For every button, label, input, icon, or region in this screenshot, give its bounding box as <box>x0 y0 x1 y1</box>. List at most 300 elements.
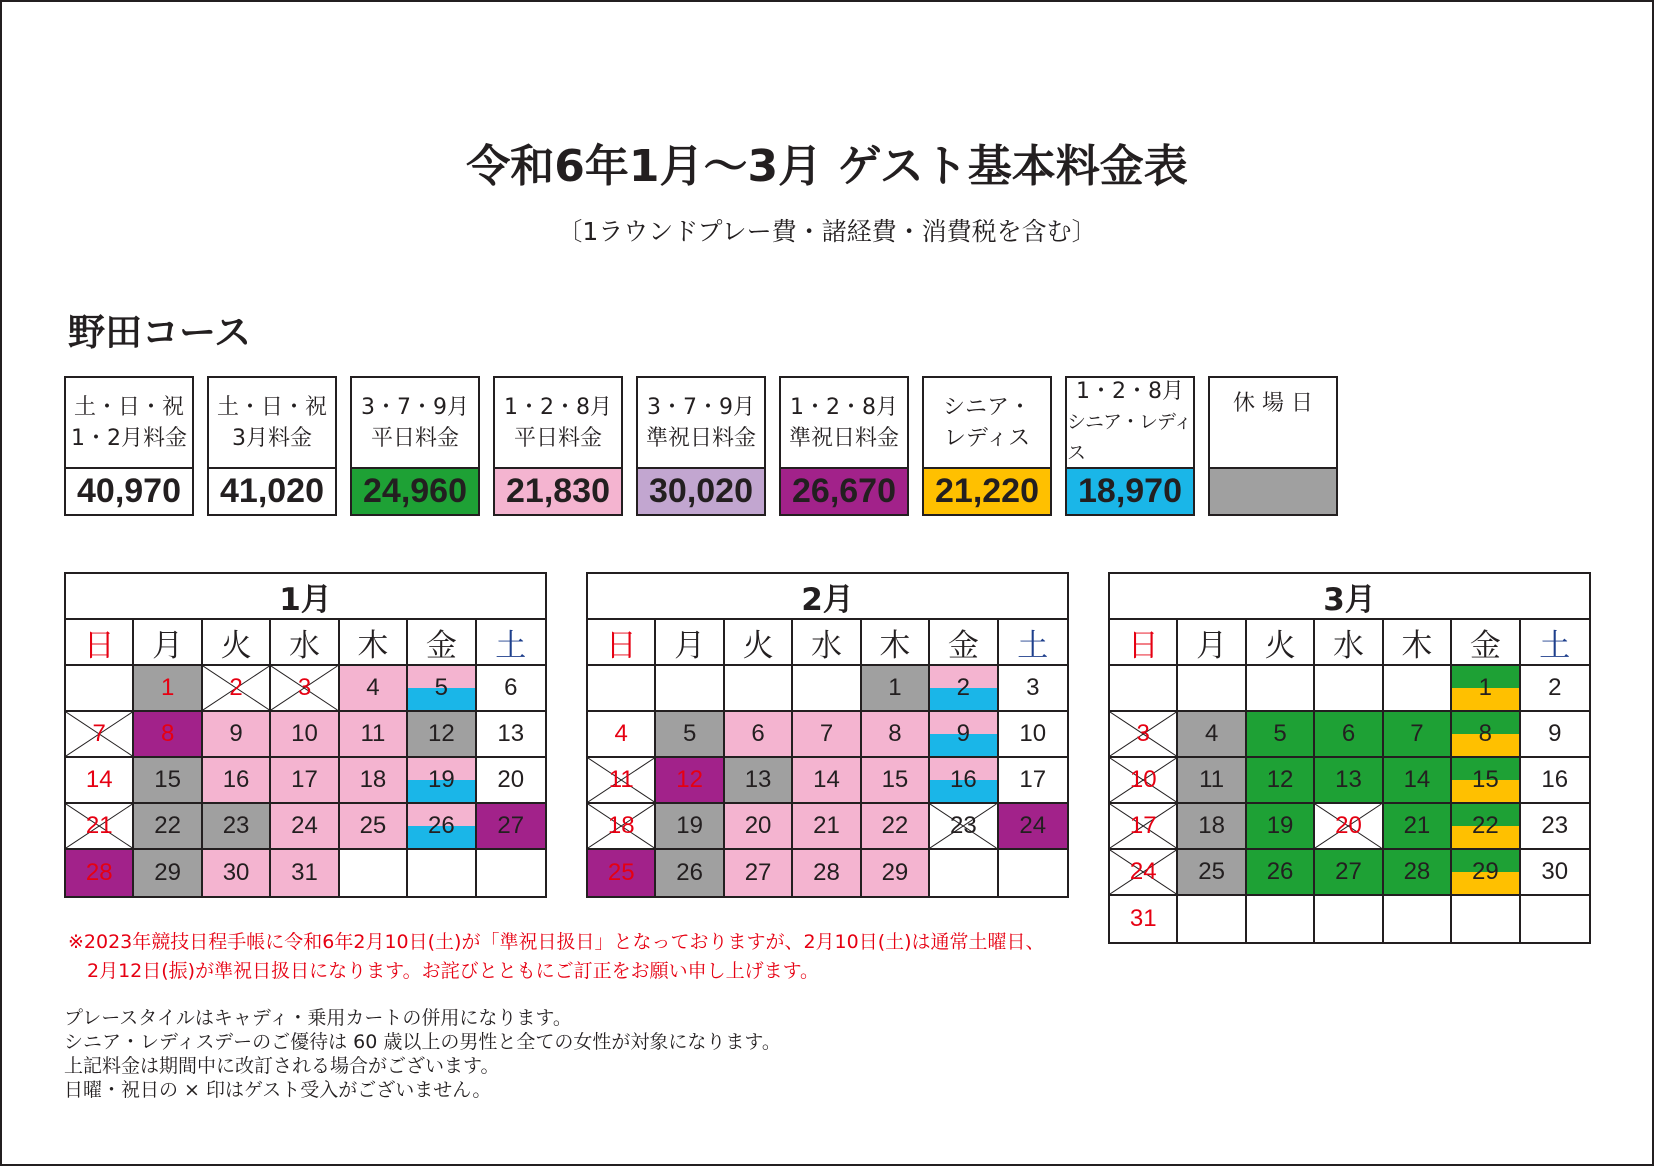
day-number: 11 <box>608 766 634 793</box>
day-number: 16 <box>222 766 250 793</box>
calendar-day <box>862 804 930 850</box>
day-number: 9 <box>229 720 243 747</box>
day-number: 25 <box>359 812 387 839</box>
calendar-day <box>340 804 408 850</box>
day-number: 6 <box>504 674 518 701</box>
day-number: 31 <box>291 859 318 886</box>
calendar-week <box>588 850 1067 896</box>
weekday-label: 火 <box>725 620 793 666</box>
price-value: 24,960 <box>352 469 478 514</box>
calendar-day <box>66 666 134 712</box>
price-label-line: 準祝日料金 <box>645 425 756 451</box>
day-number: 22 <box>881 812 909 839</box>
day-number: 31 <box>1129 905 1157 932</box>
calendar-week <box>66 712 545 758</box>
price-label <box>209 378 335 469</box>
day-number: 16 <box>1541 766 1569 793</box>
calendar-day <box>1178 850 1246 896</box>
calendar-day <box>203 758 271 804</box>
calendar-day <box>1452 758 1520 804</box>
price-label-line: 3・7・9月 <box>361 394 469 420</box>
day-number: 20 <box>744 812 772 839</box>
weekday-label: 水 <box>271 620 339 666</box>
calendar-title: 2月 <box>588 574 1067 620</box>
weekday-label: 日 <box>588 620 656 666</box>
day-number: 26 <box>676 859 703 886</box>
day-number: 27 <box>744 859 772 886</box>
calendar-week <box>1110 712 1589 758</box>
course-name: 野田コース <box>68 311 252 354</box>
calendar-day <box>66 804 134 850</box>
price-label <box>495 378 621 469</box>
day-number: 23 <box>1541 812 1569 839</box>
day-number: 14 <box>1403 766 1431 793</box>
day-number: 12 <box>428 720 455 747</box>
calendar-day <box>477 712 545 758</box>
price-box <box>636 376 766 516</box>
day-number: 18 <box>359 766 387 793</box>
weekday-header <box>1110 620 1589 666</box>
calendar-day <box>271 850 339 896</box>
day-number: 28 <box>85 859 113 886</box>
price-label-line: 土・日・祝 <box>216 394 327 420</box>
day-number: 5 <box>1273 720 1287 747</box>
calendar-day <box>725 666 793 712</box>
calendar-week <box>66 804 545 850</box>
calendar-day <box>271 758 339 804</box>
calendar-day <box>1521 896 1589 942</box>
calendar-day <box>1452 804 1520 850</box>
calendar-day <box>1452 712 1520 758</box>
calendar-day <box>862 850 930 896</box>
calendar-week <box>1110 758 1589 804</box>
calendar-day <box>408 712 476 758</box>
day-number: 19 <box>676 812 703 839</box>
day-number: 21 <box>85 812 113 839</box>
calendar-day <box>1178 804 1246 850</box>
day-number: 13 <box>744 766 772 793</box>
weekday-label: 土 <box>1521 620 1589 666</box>
weekday-label: 水 <box>793 620 861 666</box>
weekday-label: 月 <box>656 620 724 666</box>
calendar-week <box>588 758 1067 804</box>
day-number: 8 <box>1478 720 1493 747</box>
day-number: 4 <box>1204 720 1219 747</box>
calendar-day <box>793 804 861 850</box>
day-number: 27 <box>497 812 525 839</box>
calendar-day <box>408 804 476 850</box>
day-number: 6 <box>1341 720 1356 747</box>
day-number: 17 <box>291 766 318 793</box>
calendar-day <box>793 850 861 896</box>
day-number: 4 <box>366 674 380 701</box>
weekday-label: 月 <box>134 620 202 666</box>
calendar-day <box>271 712 339 758</box>
day-number: 24 <box>1019 812 1047 839</box>
price-box <box>1208 376 1338 516</box>
calendar-day <box>1247 712 1315 758</box>
calendar-day <box>588 758 656 804</box>
day-number: 7 <box>819 720 834 747</box>
day-number: 13 <box>1335 766 1362 793</box>
calendar-day <box>588 712 656 758</box>
day-number: 30 <box>222 859 250 886</box>
price-label <box>66 378 192 469</box>
calendar-day <box>1178 758 1246 804</box>
weekday-label: 金 <box>408 620 476 666</box>
day-number: 10 <box>1019 720 1047 747</box>
weekday-label: 月 <box>1178 620 1246 666</box>
day-number: 17 <box>1129 812 1157 839</box>
weekday-label: 土 <box>477 620 545 666</box>
note-line: 日曜・祝日の × 印はゲスト受入がございません。 <box>64 1079 492 1101</box>
price-box <box>350 376 480 516</box>
day-number: 29 <box>881 859 909 886</box>
calendar-day <box>477 850 545 896</box>
day-number: 1 <box>888 674 902 701</box>
calendar-day <box>1110 804 1178 850</box>
note-line: 上記料金は期間中に改訂される場合がございます。 <box>64 1055 500 1077</box>
price-label-line: 3・7・9月 <box>647 394 755 420</box>
day-number: 14 <box>813 766 840 793</box>
calendar-day <box>1452 666 1520 712</box>
price-value: 40,970 <box>66 469 192 514</box>
calendar-day <box>1521 804 1589 850</box>
price-label <box>924 378 1050 469</box>
day-number: 19 <box>428 766 455 793</box>
calendar-day <box>1384 896 1452 942</box>
day-number: 27 <box>1335 858 1362 885</box>
weekday-label: 金 <box>930 620 998 666</box>
day-number: 2 <box>1548 674 1562 701</box>
calendar-day <box>1178 712 1246 758</box>
calendar-day <box>1247 896 1315 942</box>
calendar-day <box>1521 850 1589 896</box>
calendar-day <box>999 666 1067 712</box>
calendar-day <box>271 666 339 712</box>
calendar-day <box>656 804 724 850</box>
day-number: 25 <box>1198 858 1225 885</box>
calendar-day <box>725 712 793 758</box>
calendar-day <box>656 666 724 712</box>
calendar-day <box>1384 666 1452 712</box>
day-number: 15 <box>881 766 909 793</box>
calendar-day <box>1521 758 1589 804</box>
calendar-day <box>999 712 1067 758</box>
weekday-label: 日 <box>66 620 134 666</box>
price-value: 41,020 <box>209 469 335 514</box>
calendar-day <box>930 712 998 758</box>
price-box <box>779 376 909 516</box>
calendar-day <box>588 666 656 712</box>
calendar-title: 1月 <box>66 574 545 620</box>
price-label-line: 1・2・8月 <box>504 394 612 420</box>
day-number: 8 <box>160 720 175 747</box>
calendar-day <box>134 712 202 758</box>
day-number: 11 <box>360 720 386 747</box>
calendar-day <box>1384 712 1452 758</box>
day-number: 21 <box>813 812 840 839</box>
day-number: 12 <box>676 766 703 793</box>
day-number: 14 <box>85 766 113 793</box>
price-label-line: 1・2月料金 <box>71 425 187 451</box>
day-number: 25 <box>607 859 635 886</box>
day-number: 11 <box>1199 766 1225 793</box>
calendar-day <box>930 758 998 804</box>
price-box <box>1065 376 1195 516</box>
day-number: 10 <box>1129 766 1157 793</box>
day-number: 26 <box>428 812 455 839</box>
calendar-day <box>1521 666 1589 712</box>
calendar-day <box>999 850 1067 896</box>
day-number: 28 <box>1403 858 1431 885</box>
day-number: 22 <box>1472 812 1499 839</box>
day-number: 17 <box>1019 766 1047 793</box>
day-number: 2 <box>229 674 243 701</box>
calendar-day <box>930 850 998 896</box>
weekday-label: 日 <box>1110 620 1178 666</box>
calendar-day <box>203 666 271 712</box>
price-label-line: 1・2・8月 <box>790 394 898 420</box>
day-number: 1 <box>1478 674 1493 701</box>
calendar-day <box>1247 850 1315 896</box>
day-number: 26 <box>1266 858 1294 885</box>
calendar-day <box>1178 896 1246 942</box>
day-number: 19 <box>1266 812 1294 839</box>
price-value <box>1210 469 1336 514</box>
calendar-day <box>1384 850 1452 896</box>
price-label <box>781 378 907 469</box>
price-label-line: シニア・レディス <box>1067 411 1192 464</box>
price-label <box>1210 378 1336 469</box>
day-number: 3 <box>297 674 312 701</box>
calendar-day <box>66 712 134 758</box>
calendar-day <box>477 666 545 712</box>
day-number: 22 <box>154 812 181 839</box>
price-label <box>352 378 478 469</box>
price-box <box>493 376 623 516</box>
calendar-week <box>588 804 1067 850</box>
day-number: 3 <box>1026 674 1040 701</box>
calendar-day <box>1315 850 1383 896</box>
calendar-week <box>66 850 545 896</box>
page-subtitle: 〔1ラウンドプレー費・諸経費・消費税を含む〕 <box>557 217 1097 246</box>
calendar-day <box>656 712 724 758</box>
calendar-day <box>862 666 930 712</box>
calendar-week <box>588 712 1067 758</box>
calendar-day <box>134 666 202 712</box>
calendar-day <box>203 712 271 758</box>
calendar-day <box>1315 896 1383 942</box>
day-number: 16 <box>950 766 977 793</box>
day-number: 28 <box>813 859 840 886</box>
calendar-day <box>725 758 793 804</box>
day-number: 1 <box>160 674 175 701</box>
calendar-day <box>340 666 408 712</box>
day-number: 5 <box>434 674 449 701</box>
calendar-day <box>588 804 656 850</box>
day-number: 20 <box>1335 812 1362 839</box>
calendar-day <box>999 804 1067 850</box>
calendar-day <box>340 850 408 896</box>
day-number: 24 <box>291 812 318 839</box>
day-number: 3 <box>1136 720 1150 747</box>
calendar-day <box>1315 712 1383 758</box>
calendar-day <box>134 850 202 896</box>
calendar-day <box>1521 712 1589 758</box>
calendar-day <box>1178 666 1246 712</box>
day-number: 29 <box>1472 858 1499 885</box>
day-number: 18 <box>1198 812 1225 839</box>
day-number: 12 <box>1266 766 1294 793</box>
calendar-month <box>1108 572 1591 944</box>
calendar-day <box>1110 758 1178 804</box>
weekday-label: 金 <box>1452 620 1520 666</box>
calendar-day <box>203 850 271 896</box>
notes <box>64 1006 781 1102</box>
calendar-week <box>66 758 545 804</box>
price-label-line: 3月料金 <box>232 425 312 451</box>
weekday-label: 火 <box>203 620 271 666</box>
calendar-title: 3月 <box>1110 574 1589 620</box>
calendar-day <box>1315 804 1383 850</box>
price-box <box>64 376 194 516</box>
calendar-week <box>1110 850 1589 896</box>
price-label-line: レディス <box>943 425 1031 451</box>
correction-note-line: 2月12日(振)が準祝日扱日になります。お詫びとともにご訂正をお願い申し上げます。 <box>68 960 820 982</box>
calendar-week <box>1110 896 1589 942</box>
calendar-day <box>793 758 861 804</box>
calendar-day <box>477 758 545 804</box>
calendar-day <box>1110 896 1178 942</box>
day-number: 21 <box>1403 812 1431 839</box>
day-number: 4 <box>614 720 628 747</box>
day-number: 7 <box>92 720 106 747</box>
correction-note <box>68 928 1045 986</box>
day-number: 15 <box>154 766 181 793</box>
calendar-day <box>408 758 476 804</box>
note-line: シニア・レディスデーのご優待は 60 歳以上の男性と全ての女性が対象になります。 <box>64 1031 781 1053</box>
price-value: 26,670 <box>781 469 907 514</box>
price-label-line: 休 場 日 <box>1233 391 1313 416</box>
calendar-day <box>1247 666 1315 712</box>
calendar-day <box>1315 758 1383 804</box>
day-number: 6 <box>751 720 765 747</box>
price-value: 21,830 <box>495 469 621 514</box>
calendar-day <box>588 850 656 896</box>
day-number: 8 <box>888 720 902 747</box>
day-number: 29 <box>154 859 181 886</box>
calendar-day <box>66 850 134 896</box>
day-number: 24 <box>1129 858 1157 885</box>
calendar-day <box>66 758 134 804</box>
calendar-week <box>1110 666 1589 712</box>
weekday-header <box>66 620 545 666</box>
price-label-line: シニア・ <box>942 394 1031 420</box>
weekday-label: 木 <box>340 620 408 666</box>
calendar-day <box>999 758 1067 804</box>
day-number: 9 <box>1548 720 1562 747</box>
day-number: 13 <box>497 720 525 747</box>
price-label <box>1067 378 1193 469</box>
weekday-label: 土 <box>999 620 1067 666</box>
price-box <box>922 376 1052 516</box>
calendar-day <box>656 758 724 804</box>
calendar-day <box>1384 804 1452 850</box>
price-value: 30,020 <box>638 469 764 514</box>
calendar-day <box>725 804 793 850</box>
day-number: 2 <box>956 674 971 701</box>
calendar-day <box>725 850 793 896</box>
calendar-day <box>1452 896 1520 942</box>
calendar-day <box>134 758 202 804</box>
calendar-day <box>1110 666 1178 712</box>
day-number: 30 <box>1541 858 1569 885</box>
calendar-month <box>64 572 547 898</box>
weekday-label: 木 <box>1384 620 1452 666</box>
calendar-week <box>1110 804 1589 850</box>
calendar-day <box>1110 712 1178 758</box>
weekday-label: 水 <box>1315 620 1383 666</box>
calendar-week <box>66 666 545 712</box>
price-label <box>638 378 764 469</box>
calendar-day <box>793 712 861 758</box>
calendar-day <box>203 804 271 850</box>
price-label-line: 平日料金 <box>513 425 602 451</box>
calendar-day <box>340 758 408 804</box>
note-line: プレースタイルはキャディ・乗用カートの併用になります。 <box>64 1007 572 1029</box>
calendar-day <box>408 666 476 712</box>
day-number: 10 <box>291 720 318 747</box>
calendar-day <box>862 758 930 804</box>
correction-note-line: ※2023年競技日程手帳に令和6年2月10日(土)が「準祝日扱日」となっておりますが、2月10日(土)は通常土曜日、 <box>68 931 1045 953</box>
calendar-day <box>1384 758 1452 804</box>
calendar-day <box>271 804 339 850</box>
day-number: 23 <box>222 812 250 839</box>
price-value: 21,220 <box>924 469 1050 514</box>
price-label-line: 土・日・祝 <box>73 394 184 420</box>
calendar-week <box>588 666 1067 712</box>
price-box <box>207 376 337 516</box>
weekday-header <box>588 620 1067 666</box>
calendar-day <box>1452 850 1520 896</box>
day-number: 9 <box>956 720 971 747</box>
calendar-day <box>408 850 476 896</box>
day-number: 20 <box>497 766 525 793</box>
price-value: 18,970 <box>1067 469 1193 514</box>
day-number: 15 <box>1472 766 1499 793</box>
calendar-day <box>340 712 408 758</box>
calendar-day <box>1315 666 1383 712</box>
price-label-line: 平日料金 <box>370 425 459 451</box>
day-number: 5 <box>682 720 697 747</box>
day-number: 7 <box>1410 720 1424 747</box>
calendar-day <box>1110 850 1178 896</box>
calendar-day <box>793 666 861 712</box>
day-number: 18 <box>607 812 635 839</box>
calendar-day <box>477 804 545 850</box>
weekday-label: 火 <box>1247 620 1315 666</box>
day-number: 23 <box>950 812 977 839</box>
calendar-day <box>930 666 998 712</box>
calendar-day <box>134 804 202 850</box>
calendar-month <box>586 572 1069 898</box>
calendar-day <box>930 804 998 850</box>
calendar-day <box>1247 758 1315 804</box>
calendar-day <box>862 712 930 758</box>
price-label-line: 1・2・8月 <box>1076 379 1184 404</box>
price-label-line: 準祝日料金 <box>788 425 899 451</box>
